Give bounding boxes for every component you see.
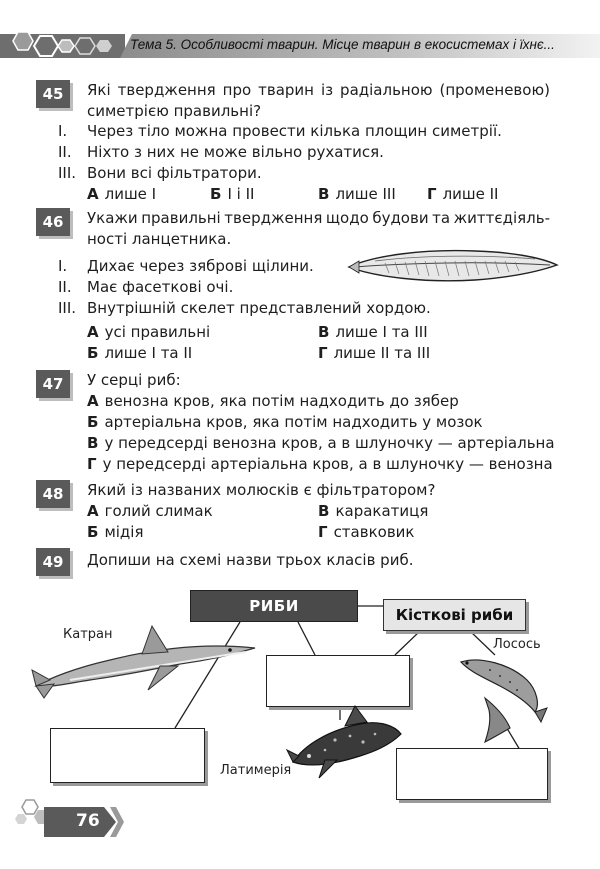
diagram-bony-fish-box: Кісткові риби <box>383 599 526 631</box>
answer-option-g[interactable]: Г у передсерді артеріальна кров, а в шлуночку — венозна <box>87 455 553 473</box>
statement-text: Вони всі фільтратори. <box>87 164 262 182</box>
statement-numeral: III. <box>58 164 77 182</box>
salmon-illustration-icon <box>455 650 550 745</box>
answer-blank-box[interactable] <box>50 728 205 783</box>
statement-numeral: II. <box>58 143 72 161</box>
question-46-text-line2: ності ланцетника. <box>87 230 232 248</box>
answer-option-v[interactable]: В каракатиця <box>318 502 429 520</box>
statement-text: Через тіло можна провести кілька площин симетрії. <box>87 122 502 140</box>
label-latimeria: Латимерія <box>220 763 292 778</box>
answer-option-g[interactable]: Г ставковик <box>318 523 415 541</box>
answer-option-g[interactable]: Г лише II <box>427 185 499 203</box>
answer-option-b[interactable]: Б мідія <box>87 523 144 541</box>
question-number-46: 46 <box>36 208 70 236</box>
page-number: 76 <box>76 811 100 831</box>
answer-option-v[interactable]: В лише III <box>318 185 396 203</box>
answer-option-b[interactable]: Б I і II <box>210 185 255 203</box>
label-katran: Катран <box>63 627 113 642</box>
coelacanth-illustration-icon <box>285 700 405 780</box>
diagram-root-box: РИБИ <box>190 590 358 622</box>
question-45-text-line1: Які твердження про тварин із радіальною (променевою) <box>87 81 550 99</box>
answer-option-v[interactable]: В у передсерді венозна кров, а в шлуночку — артеріальна <box>87 434 555 452</box>
question-number-49: 49 <box>36 548 70 576</box>
lancelet-illustration-icon <box>345 243 560 287</box>
question-number-45: 45 <box>36 80 70 108</box>
statement-text: Дихає через зяброві щілини. <box>87 257 314 275</box>
statement-text: Ніхто з них не може вільно рухатися. <box>87 143 384 161</box>
label-losos: Лосось <box>493 637 541 652</box>
question-49-text: Допиши на схемі назви трьох класів риб. <box>87 551 414 569</box>
statement-numeral: II. <box>58 278 72 296</box>
statement-numeral: I. <box>58 257 68 275</box>
question-46-text-line1: Укажи правильні твердження щодо будови та життєдіяль- <box>87 209 550 227</box>
statement-text: Внутрішній скелет представлений хордою. <box>87 299 431 317</box>
statement-text: Має фасеткові очі. <box>87 278 234 296</box>
question-number-47: 47 <box>36 370 70 398</box>
answer-option-a[interactable]: А венозна кров, яка потім надходить до зябер <box>87 392 459 410</box>
chapter-title: Тема 5. Особливості тварин. Місце тварин в екосистемах і їхнє... <box>130 37 555 52</box>
answer-option-b[interactable]: Б лише I та II <box>87 344 193 362</box>
page-header <box>0 28 600 62</box>
answer-option-g[interactable]: Г лише II та III <box>318 344 431 362</box>
answer-option-a[interactable]: А голий слимак <box>87 502 213 520</box>
answer-blank-box[interactable] <box>396 748 548 800</box>
question-number-48: 48 <box>36 480 70 508</box>
statement-numeral: I. <box>58 122 68 140</box>
statement-numeral: III. <box>58 299 77 317</box>
answer-option-a[interactable]: А лише I <box>87 185 157 203</box>
question-47-text: У серці риб: <box>87 371 181 389</box>
answer-option-a[interactable]: А усі правильні <box>87 323 211 341</box>
hexagon-decoration-icon <box>0 28 135 62</box>
question-48-text: Який із названих молюсків є фільтратором? <box>87 481 436 499</box>
answer-option-b[interactable]: Б артеріальна кров, яка потім надходить у мозок <box>87 413 483 431</box>
answer-option-v[interactable]: В лише I та III <box>318 323 428 341</box>
question-45-text-line2: симетрією правильні? <box>87 102 262 120</box>
